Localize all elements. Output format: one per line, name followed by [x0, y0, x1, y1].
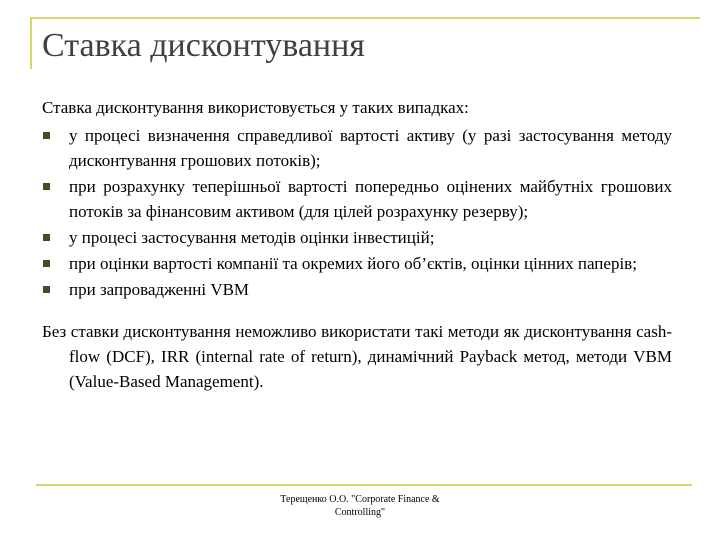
list-item-text: при запровадженні VBM — [69, 280, 250, 299]
list-item — [42, 277, 672, 302]
footer-divider — [36, 484, 692, 486]
summary-paragraph: Без ставки дисконтування неможливо використати такі методи як дисконтування cash-flow (DCF), IRR (internal rate of return), динамічний Payback метод, методи VBM (Value-Based Management). — [42, 322, 672, 391]
bullet-list — [42, 123, 672, 302]
list-item-text: при розрахунку теперішньої вартості попередньо оцінених майбутніх грошових потоків за фінансовим активом (для цілей розрахунку резерву); — [69, 177, 672, 221]
footer-citation — [240, 493, 480, 519]
square-bullet-icon — [43, 234, 50, 241]
list-item — [42, 225, 672, 250]
square-bullet-icon — [43, 286, 50, 293]
list-item-text: при оцінки вартості компанії та окремих його об’єктів, оцінки цінних паперів; — [69, 254, 637, 273]
decorative-top-line — [30, 17, 700, 19]
slide-title: Ставка дисконтування — [42, 27, 365, 64]
list-item — [42, 251, 672, 276]
list-item-text: у процесі застосування методів оцінки інвестицій; — [69, 228, 435, 247]
slide-content — [42, 95, 672, 394]
square-bullet-icon — [43, 260, 50, 267]
footer-line-1: Терещенко О.О. "Corporate Finance & — [280, 494, 440, 505]
list-item — [42, 123, 672, 173]
list-item-text: у процесі визначення справедливої вартості активу (у разі застосування методу дисконтування грошових потоків); — [69, 126, 672, 170]
footer-line-2: Controlling" — [334, 507, 386, 518]
decorative-left-line — [30, 17, 32, 69]
list-item — [42, 174, 672, 224]
square-bullet-icon — [43, 132, 50, 139]
square-bullet-icon — [43, 183, 50, 190]
intro-text: Ставка дисконтування використовується у таких випадках: — [42, 98, 469, 117]
